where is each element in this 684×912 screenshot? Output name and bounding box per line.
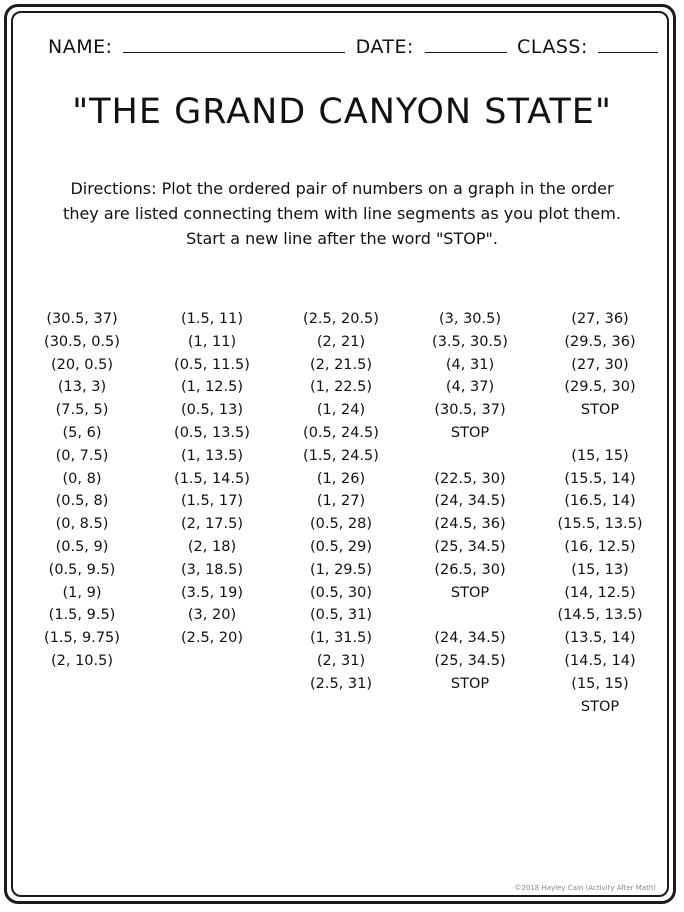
ordered-pair: (24, 34.5) xyxy=(434,630,506,647)
ordered-pair: (1, 9) xyxy=(62,584,102,601)
ordered-pair: (2, 17.5) xyxy=(180,516,244,533)
ordered-pair: (3, 20) xyxy=(187,607,237,624)
ordered-pair: (14, 12.5) xyxy=(564,584,636,601)
ordered-pair: (30.5, 0.5) xyxy=(44,333,120,350)
ordered-pair: (4, 37) xyxy=(445,379,495,396)
ordered-pair: (13.5, 14) xyxy=(564,630,636,647)
ordered-pair: STOP xyxy=(580,402,620,419)
ordered-pair: (15.5, 13.5) xyxy=(557,516,643,533)
ordered-pair: (0.5, 31) xyxy=(309,607,373,624)
ordered-pair: (0, 8) xyxy=(62,470,102,487)
class-label: CLASS: xyxy=(517,36,588,58)
ordered-pair: (24, 34.5) xyxy=(434,493,506,510)
ordered-pair: (0.5, 28) xyxy=(309,516,373,533)
ordered-pair: (16, 12.5) xyxy=(564,538,636,555)
ordered-pair: (27, 30) xyxy=(571,356,629,373)
ordered-pair: (7.5, 5) xyxy=(55,402,109,419)
ordered-pair: (1.5, 14.5) xyxy=(174,470,250,487)
ordered-pair: (26.5, 30) xyxy=(434,561,506,578)
ordered-pair: (30.5, 37) xyxy=(434,402,506,419)
ordered-pair: (1.5, 24.5) xyxy=(303,447,379,464)
ordered-pair: (24.5, 36) xyxy=(434,516,506,533)
ordered-pair: (2, 21.5) xyxy=(309,356,373,373)
ordered-pair: (5, 6) xyxy=(62,424,102,441)
ordered-pair: (2.5, 20) xyxy=(180,630,244,647)
ordered-pair: (0.5, 9) xyxy=(55,538,109,555)
ordered-pair: (0.5, 30) xyxy=(309,584,373,601)
ordered-pair xyxy=(540,422,660,445)
ordered-pair: (16.5, 14) xyxy=(564,493,636,510)
ordered-pair: (1, 26) xyxy=(316,470,366,487)
ordered-pair: (1, 12.5) xyxy=(180,379,244,396)
ordered-pair: (25, 34.5) xyxy=(434,538,506,555)
ordered-pair: (0.5, 13) xyxy=(180,402,244,419)
ordered-pair: (3.5, 30.5) xyxy=(432,333,508,350)
ordered-pair: (0.5, 8) xyxy=(55,493,109,510)
pairs-column-1 xyxy=(22,308,142,673)
ordered-pair: (15, 13) xyxy=(571,561,629,578)
ordered-pair: (14.5, 14) xyxy=(564,652,636,669)
class-field[interactable] xyxy=(598,36,658,53)
ordered-pair: (15.5, 14) xyxy=(564,470,636,487)
name-label: NAME: xyxy=(48,36,113,58)
ordered-pair: (0.5, 13.5) xyxy=(174,424,250,441)
ordered-pair: (1, 11) xyxy=(187,333,237,350)
ordered-pair xyxy=(410,445,530,468)
date-field[interactable] xyxy=(425,36,507,53)
ordered-pair: (0.5, 24.5) xyxy=(303,424,379,441)
ordered-pair: (4, 31) xyxy=(445,356,495,373)
name-field[interactable] xyxy=(123,36,345,53)
page-title: "THE GRAND CANYON STATE" xyxy=(72,92,612,132)
ordered-pair: (1.5, 11) xyxy=(180,311,244,327)
copyright-notice: ©2018 Hayley Cain (Activity After Math) xyxy=(514,884,656,892)
ordered-pair: (1, 13.5) xyxy=(180,447,244,464)
ordered-pair: STOP xyxy=(450,584,490,601)
ordered-pair: (1, 24) xyxy=(316,402,366,419)
ordered-pair: (13, 3) xyxy=(57,379,107,396)
ordered-pair: (3, 30.5) xyxy=(438,311,502,327)
ordered-pair: STOP xyxy=(450,424,490,441)
directions-line: they are listed connecting them with line segments as you plot them. xyxy=(63,204,621,223)
ordered-pair: (15, 15) xyxy=(571,447,629,464)
ordered-pair xyxy=(410,604,530,627)
ordered-pair: (2, 18) xyxy=(187,538,237,555)
directions-line: Directions: Plot the ordered pair of numbers on a graph in the order xyxy=(70,179,614,198)
ordered-pair: (29.5, 30) xyxy=(564,379,636,396)
directions xyxy=(20,176,664,251)
ordered-pair: (22.5, 30) xyxy=(434,470,506,487)
ordered-pair: (1.5, 9.75) xyxy=(44,630,120,647)
ordered-pair: (1.5, 17) xyxy=(180,493,244,510)
ordered-pair: (27, 36) xyxy=(571,311,629,327)
ordered-pair: (1, 31.5) xyxy=(309,630,373,647)
ordered-pair: (20, 0.5) xyxy=(50,356,114,373)
ordered-pair: (29.5, 36) xyxy=(564,333,636,350)
ordered-pair: (0, 8.5) xyxy=(55,516,109,533)
ordered-pair: (1, 22.5) xyxy=(309,379,373,396)
ordered-pair: (14.5, 13.5) xyxy=(557,607,643,624)
directions-line: Start a new line after the word "STOP". xyxy=(186,229,498,248)
ordered-pair: STOP xyxy=(580,698,620,715)
ordered-pair: (0.5, 29) xyxy=(309,538,373,555)
ordered-pair: (0.5, 9.5) xyxy=(48,561,116,578)
ordered-pair: (15, 15) xyxy=(571,675,629,692)
pairs-column-2 xyxy=(152,308,272,650)
ordered-pair: (2.5, 31) xyxy=(309,675,373,692)
ordered-pair: STOP xyxy=(450,675,490,692)
ordered-pair: (0, 7.5) xyxy=(55,447,109,464)
ordered-pair: (3.5, 19) xyxy=(180,584,244,601)
ordered-pair: (30.5, 37) xyxy=(46,311,118,327)
ordered-pair: (2, 10.5) xyxy=(50,652,114,669)
ordered-pair: (1.5, 9.5) xyxy=(48,607,116,624)
pairs-column-5 xyxy=(540,308,660,718)
ordered-pair: (3, 18.5) xyxy=(180,561,244,578)
header-fields xyxy=(48,36,638,58)
pairs-column-3 xyxy=(281,308,401,696)
ordered-pair: (0.5, 11.5) xyxy=(174,356,250,373)
ordered-pair: (2, 21) xyxy=(316,333,366,350)
pairs-column-4 xyxy=(410,308,530,696)
ordered-pair: (1, 27) xyxy=(316,493,366,510)
ordered-pair: (1, 29.5) xyxy=(309,561,373,578)
ordered-pair: (2.5, 20.5) xyxy=(303,311,379,327)
date-label: DATE: xyxy=(355,36,414,58)
ordered-pair: (25, 34.5) xyxy=(434,652,506,669)
ordered-pair: (2, 31) xyxy=(316,652,366,669)
